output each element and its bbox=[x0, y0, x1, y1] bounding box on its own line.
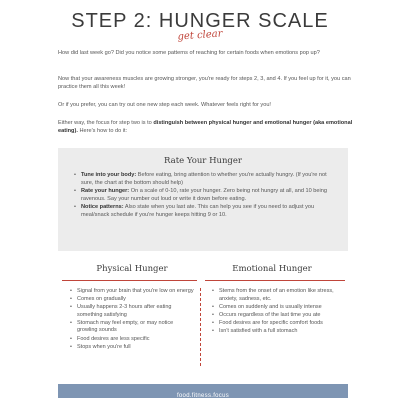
list-item bbox=[74, 172, 340, 188]
list-item: • Stomach may feel empty, or may notice growling sounds bbox=[70, 320, 195, 335]
emotional-hunger-title: Emotional Hunger bbox=[232, 264, 312, 274]
list-item bbox=[74, 188, 340, 204]
list-item: • Usually happens 2-3 hours after eating something satisfying bbox=[70, 304, 195, 319]
list-item: • Signal from your brain that you're low on energy bbox=[70, 288, 195, 296]
list-item: • Isn't satisfied with a full stomach bbox=[212, 328, 342, 336]
footer-brand: food.fitness.focus bbox=[176, 393, 230, 399]
focus-text-post: Here's how to do it: bbox=[77, 128, 128, 134]
page-subtitle: get clear bbox=[177, 28, 223, 43]
list-item-text: Also state when you last ate. This can help you see if you need to adjust you meal/snack schedule if you're hunger keeps hitting 9 or 10. bbox=[81, 204, 315, 218]
intro-paragraph-2: Now that your awareness muscles are growing stronger, you're ready for steps 2, 3, and 4. If you feel up for it, you can practice them all this week! bbox=[58, 76, 351, 90]
list-item: • Food desires are for specific comfort foods bbox=[212, 320, 342, 328]
list-item: • Food desires are less specific bbox=[70, 336, 195, 344]
intro-paragraph-1: How did last week go? Did you notice some patterns of reaching for certain foods when emotions pop up? bbox=[58, 50, 320, 56]
column-divider bbox=[200, 288, 201, 366]
intro-paragraph-4 bbox=[58, 119, 353, 135]
focus-text-bold: distinguish between physical hunger and emotional hunger (aka emotional eating). bbox=[58, 120, 353, 134]
rate-hunger-title: Rate Your Hunger bbox=[164, 156, 242, 166]
list-item: • Stems from the onset of an emotion like stress, anxiety, sadness, etc. bbox=[212, 288, 342, 303]
focus-text-pre: Either way, the focus for step two is to bbox=[58, 120, 154, 126]
footer-bar bbox=[58, 384, 348, 398]
emotional-hunger-list bbox=[212, 288, 342, 336]
physical-hunger-list bbox=[70, 288, 195, 352]
intro-paragraph-3: Or if you prefer, you can try out one new step each week. Whatever feels right for you! bbox=[58, 102, 271, 108]
list-item-label: Rate your hunger: bbox=[81, 188, 130, 195]
list-item-label: Tune into your body: bbox=[81, 172, 137, 178]
page-title: STEP 2: HUNGER SCALE bbox=[71, 10, 329, 32]
physical-title-underline bbox=[62, 280, 197, 281]
rate-hunger-list bbox=[74, 172, 340, 220]
list-item bbox=[74, 204, 340, 220]
list-item: • Occurs regardless of the last time you ate bbox=[212, 312, 342, 320]
list-item: • Comes on suddenly and is usually intense bbox=[212, 304, 342, 312]
list-item: • Stops when you're full bbox=[70, 344, 195, 352]
physical-hunger-title: Physical Hunger bbox=[96, 264, 168, 274]
list-item-label: Notice patterns: bbox=[81, 204, 124, 211]
list-item-text: Before eating, bring attention to whether you're actually hungry. (If you're not sure, the chart at the bottom should help) bbox=[81, 172, 327, 186]
rate-hunger-box bbox=[58, 148, 348, 251]
list-item-text: On a scale of 0-10, rate your hunger. Zero being not hungry at all, and 10 being ravenous. Say your number out loud or write it down before eating. bbox=[81, 188, 327, 202]
emotional-title-underline bbox=[205, 280, 345, 281]
list-item: • Comes on gradually bbox=[70, 296, 195, 304]
